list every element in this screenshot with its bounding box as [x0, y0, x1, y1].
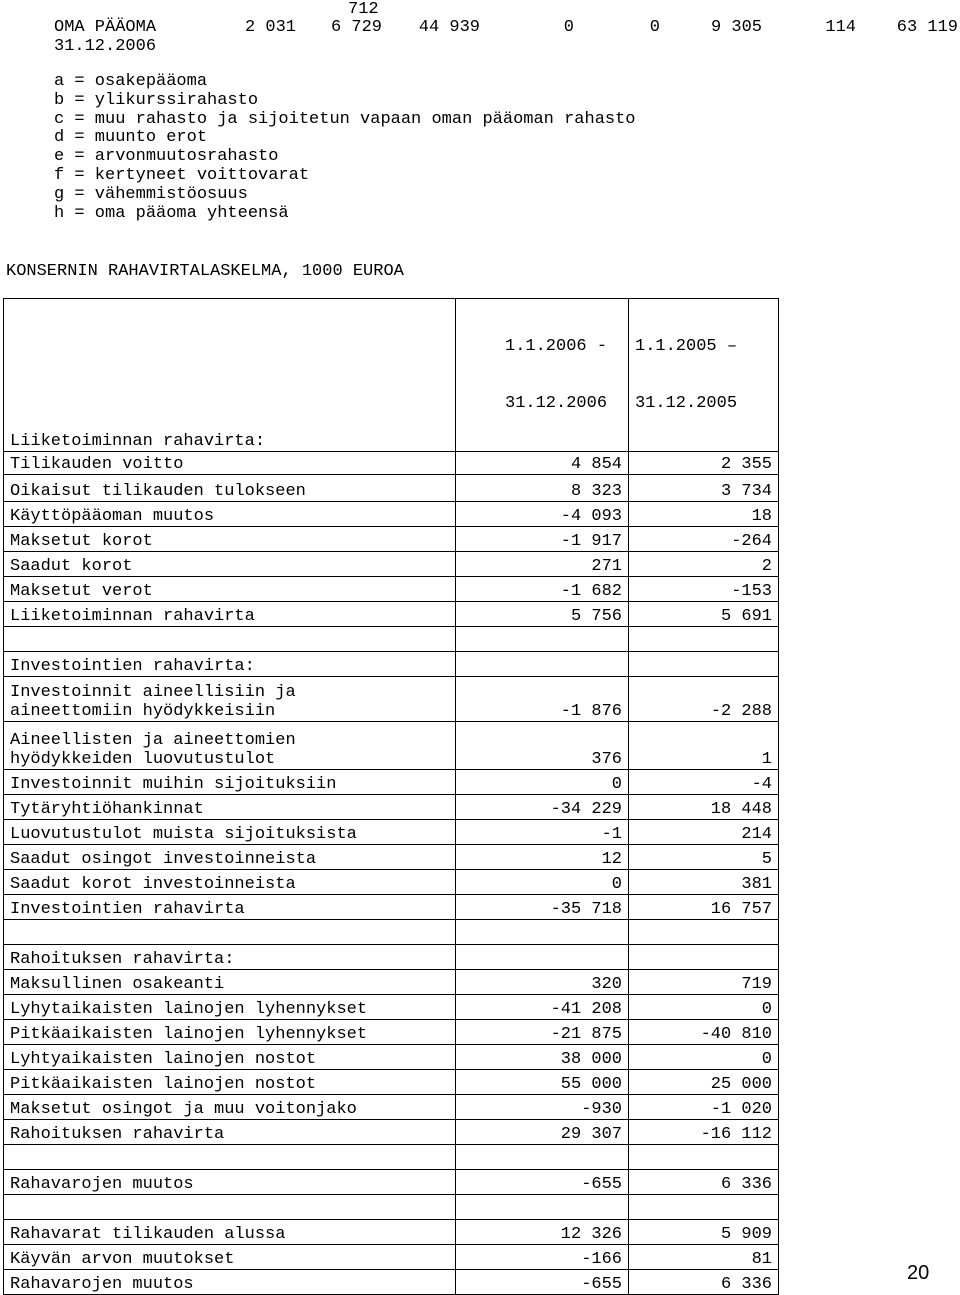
row-label: Pitkäaikaisten lainojen lyhennykset — [4, 1020, 456, 1045]
row-value-2006 — [456, 627, 629, 652]
row-label — [4, 1195, 456, 1220]
legend-item-f: f = kertyneet voittovarat — [54, 165, 310, 185]
row-value-2006 — [456, 1195, 629, 1220]
equity-row-date: 31.12.2006 — [54, 37, 157, 56]
section-title: KONSERNIN RAHAVIRTALASKELMA, 1000 EUROA — [6, 262, 404, 281]
row-label: Rahoituksen rahavirta — [4, 1120, 456, 1145]
row-label: Luovutustulot muista sijoituksista — [4, 820, 456, 845]
row-label: Saadut korot investoinneista — [4, 870, 456, 895]
row-label: Investoinnit muihin sijoituksiin — [4, 770, 456, 795]
equity-value-a: 2 031 — [244, 18, 296, 37]
row-value-2005: -2 288 — [629, 677, 779, 722]
row-label: Investoinnit aineellisiin ja aineettomiin hyödykkeisiin — [4, 677, 456, 722]
table-row — [4, 627, 779, 652]
row-label: Maksullinen osakeanti — [4, 970, 456, 995]
row-label: Käyvän arvon muutokset — [4, 1245, 456, 1270]
table-row — [4, 795, 779, 820]
row-label: Rahavarat tilikauden alussa — [4, 1220, 456, 1245]
equity-value-f: 9 305 — [710, 18, 762, 37]
row-value-2005: -16 112 — [629, 1120, 779, 1145]
row-value-2006: 12 — [456, 845, 629, 870]
row-label: Tilikauden voitto — [4, 452, 456, 475]
header-period-2006-line2: 31.12.2006 — [505, 394, 608, 413]
table-row — [4, 920, 779, 945]
equity-above-value: 712 — [348, 0, 379, 19]
row-label: Oikaisut tilikauden tulokseen — [4, 475, 456, 502]
table-row — [4, 1070, 779, 1095]
row-label: Maksetut osingot ja muu voitonjako — [4, 1095, 456, 1120]
header-period-2006 — [456, 299, 629, 452]
row-value-2005 — [629, 627, 779, 652]
equity-summary-row — [0, 0, 960, 60]
row-value-2005: 16 757 — [629, 895, 779, 920]
row-label — [4, 920, 456, 945]
row-label: Maksetut verot — [4, 577, 456, 602]
row-value-2005: 18 — [629, 502, 779, 527]
row-value-2005: 214 — [629, 820, 779, 845]
equity-row-label: OMA PÄÄOMA — [54, 18, 157, 37]
table-row — [4, 577, 779, 602]
equity-value-h: 63 119 — [896, 18, 958, 37]
table-row — [4, 1095, 779, 1120]
row-value-2005 — [629, 652, 779, 677]
table-header-row — [4, 299, 779, 452]
header-period-2005-line1: 1.1.2005 – — [635, 337, 738, 356]
equity-value-d: 0 — [563, 18, 574, 37]
row-value-2006 — [456, 920, 629, 945]
row-value-2006: 5 756 — [456, 602, 629, 627]
row-value-2005: 81 — [629, 1245, 779, 1270]
row-value-2006: 0 — [456, 770, 629, 795]
legend-item-e: e = arvonmuutosrahasto — [54, 147, 279, 167]
legend-item-b: b = ylikurssirahasto — [54, 90, 259, 110]
row-value-2006: -41 208 — [456, 995, 629, 1020]
row-value-2005: 6 336 — [629, 1270, 779, 1295]
header-period-2006-line1: 1.1.2006 - — [505, 337, 608, 356]
equity-value-g: 114 — [825, 18, 856, 37]
row-value-2006: -21 875 — [456, 1020, 629, 1045]
row-value-2005: 6 336 — [629, 1170, 779, 1195]
header-label: Liiketoiminnan rahavirta: — [4, 299, 456, 452]
row-value-2006: -4 093 — [456, 502, 629, 527]
cashflow-table — [3, 298, 779, 1295]
row-value-2005 — [629, 920, 779, 945]
row-value-2005 — [629, 1145, 779, 1170]
table-row — [4, 1020, 779, 1045]
legend-item-h: h = oma pääoma yhteensä — [54, 203, 289, 223]
column-legend — [54, 73, 636, 223]
table-row — [4, 870, 779, 895]
legend-item-a: a = osakepääoma — [54, 72, 208, 91]
row-value-2006: 38 000 — [456, 1045, 629, 1070]
table-row — [4, 970, 779, 995]
row-value-2005: -1 020 — [629, 1095, 779, 1120]
row-label: Liiketoiminnan rahavirta — [4, 602, 456, 627]
row-value-2005: 0 — [629, 995, 779, 1020]
row-label: Maksetut korot — [4, 527, 456, 552]
row-value-2006: -1 — [456, 820, 629, 845]
legend-item-c: c = muu rahasto ja sijoitetun vapaan oman pääoman rahasto — [54, 109, 636, 129]
row-label — [4, 627, 456, 652]
row-label: Rahoituksen rahavirta: — [4, 945, 456, 970]
row-label: Saadut osingot investoinneista — [4, 845, 456, 870]
row-label: Tytäryhtiöhankinnat — [4, 795, 456, 820]
table-row — [4, 502, 779, 527]
equity-value-b: 6 729 — [330, 18, 382, 37]
row-value-2005: 5 909 — [629, 1220, 779, 1245]
table-row — [4, 552, 779, 577]
row-value-2006: -166 — [456, 1245, 629, 1270]
row-value-2006 — [456, 945, 629, 970]
row-label: Saadut korot — [4, 552, 456, 577]
row-value-2006: -1 876 — [456, 677, 629, 722]
row-value-2006: 376 — [456, 722, 629, 770]
row-label: Pitkäaikaisten lainojen nostot — [4, 1070, 456, 1095]
row-value-2005: 25 000 — [629, 1070, 779, 1095]
row-value-2005: 2 355 — [629, 452, 779, 475]
row-value-2006: 271 — [456, 552, 629, 577]
row-value-2005: -40 810 — [629, 1020, 779, 1045]
table-row — [4, 1270, 779, 1295]
row-value-2005: -153 — [629, 577, 779, 602]
row-value-2005: -264 — [629, 527, 779, 552]
row-value-2005: 1 — [629, 722, 779, 770]
row-value-2006: 12 326 — [456, 1220, 629, 1245]
table-row — [4, 995, 779, 1020]
row-value-2006: 0 — [456, 870, 629, 895]
table-row — [4, 475, 779, 502]
row-value-2006: -930 — [456, 1095, 629, 1120]
row-label: Aineellisten ja aineettomien hyödykkeiden luovutustulot — [4, 722, 456, 770]
row-value-2005: 381 — [629, 870, 779, 895]
header-period-2005-line2: 31.12.2005 — [635, 394, 738, 413]
table-row — [4, 652, 779, 677]
header-period-2005 — [629, 299, 779, 452]
row-value-2006: -35 718 — [456, 895, 629, 920]
row-label: Investointien rahavirta — [4, 895, 456, 920]
table-row — [4, 722, 779, 770]
row-label: Investointien rahavirta: — [4, 652, 456, 677]
row-label — [4, 1145, 456, 1170]
table-row — [4, 677, 779, 722]
row-value-2005: 0 — [629, 1045, 779, 1070]
table-row — [4, 1245, 779, 1270]
row-value-2006: 29 307 — [456, 1120, 629, 1145]
row-label: Rahavarojen muutos — [4, 1270, 456, 1295]
row-value-2006: 320 — [456, 970, 629, 995]
row-value-2006: -1 917 — [456, 527, 629, 552]
table-row — [4, 820, 779, 845]
table-row — [4, 602, 779, 627]
row-value-2005: 18 448 — [629, 795, 779, 820]
row-value-2006: -655 — [456, 1170, 629, 1195]
legend-item-g: g = vähemmistöosuus — [54, 184, 248, 204]
row-label: Käyttöpääoman muutos — [4, 502, 456, 527]
row-value-2006: -1 682 — [456, 577, 629, 602]
table-row — [4, 452, 779, 475]
row-value-2006 — [456, 652, 629, 677]
table-row — [4, 1045, 779, 1070]
row-value-2006: -655 — [456, 1270, 629, 1295]
table-row — [4, 895, 779, 920]
row-label: Rahavarojen muutos — [4, 1170, 456, 1195]
table-row — [4, 770, 779, 795]
row-value-2005: 5 691 — [629, 602, 779, 627]
table-row — [4, 1220, 779, 1245]
legend-item-d: d = muunto erot — [54, 128, 208, 148]
table-row — [4, 1170, 779, 1195]
row-value-2006: 4 854 — [456, 452, 629, 475]
row-value-2005: -4 — [629, 770, 779, 795]
row-value-2006: -34 229 — [456, 795, 629, 820]
equity-value-c: 44 939 — [418, 18, 480, 37]
row-value-2005 — [629, 945, 779, 970]
row-label: Lyhtyaikaisten lainojen nostot — [4, 1045, 456, 1070]
row-value-2006: 55 000 — [456, 1070, 629, 1095]
row-label: Lyhytaikaisten lainojen lyhennykset — [4, 995, 456, 1020]
row-value-2005: 5 — [629, 845, 779, 870]
table-row — [4, 845, 779, 870]
page-number: 20 — [907, 1262, 930, 1284]
row-value-2005: 719 — [629, 970, 779, 995]
table-row — [4, 945, 779, 970]
table-row — [4, 1120, 779, 1145]
row-value-2005: 2 — [629, 552, 779, 577]
table-row — [4, 1195, 779, 1220]
equity-value-e: 0 — [649, 18, 660, 37]
row-value-2006: 8 323 — [456, 475, 629, 502]
row-value-2006 — [456, 1145, 629, 1170]
row-value-2005: 3 734 — [629, 475, 779, 502]
table-row — [4, 1145, 779, 1170]
table-row — [4, 527, 779, 552]
row-value-2005 — [629, 1195, 779, 1220]
